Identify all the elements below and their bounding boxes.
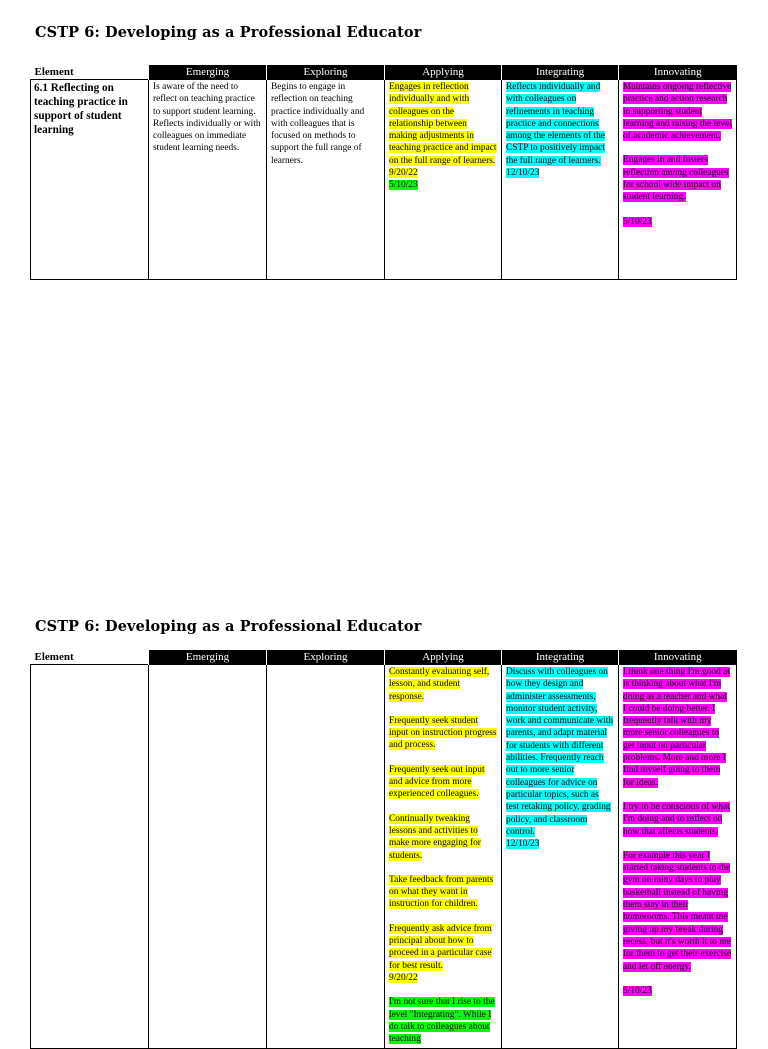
innovating-note-3: For example this year I started taking students to the gym on rainy days to play basketball instead of having them stay in their homerooms. This meant me giving up my break during recess, but it's worth it to me for them to get their exercise and let off energy.	[623, 850, 732, 972]
innovating-date: 5/10/23	[623, 216, 652, 227]
innovating-date: 5/10/23	[623, 985, 652, 996]
applying-date-1: 9/20/22	[389, 168, 418, 179]
header-emerging: Emerging	[149, 650, 267, 665]
integrating-text: Reflects individually and with colleagues on refinements in teaching practice and connections among the elements of the CSTP to positively impact the full range of learners.	[506, 82, 605, 166]
header-exploring: Exploring	[267, 65, 385, 80]
innovating-note-1: I think one thing I'm good at is thinking about what I'm doing as a teacher and what I could be doing better. I frequently talk with my more senior colleagues to get input on particular problems. More and more I find myself going to them for ideas.	[623, 667, 730, 788]
applying-cell	[385, 80, 502, 280]
integrating-text: Discuss with colleagues on how they design and administer assessments, monitor student activity, work and communicate with parents, and adapt material for students with different abilities. Frequently reach out to more senior colleagues for advice on particular topics, such as test retaking policy, grading policy, and classroom control.	[506, 667, 614, 837]
header-row	[31, 650, 737, 665]
innovating-text-2: Engages in and fosters reflection among colleagues for school wide impact on student learning.	[623, 155, 729, 203]
element-cell: 6.1 Reflecting on teaching practice in support of student learning	[31, 80, 149, 280]
emerging-cell: Is aware of the need to reflect on teaching practice to support student learning. Reflects individually or with colleagues on immediate student learning needs.	[149, 80, 267, 280]
table-row	[31, 80, 737, 280]
header-innovating: Innovating	[619, 650, 737, 665]
innovating-cell	[619, 665, 737, 1049]
header-emerging: Emerging	[149, 65, 267, 80]
page-separator	[0, 560, 768, 590]
header-row	[31, 65, 737, 80]
applying-note-3: Frequently seek out input and advice from more experienced colleagues.	[389, 764, 485, 800]
applying-date-2: 5/10/23	[389, 180, 418, 191]
header-element: Element	[31, 65, 149, 80]
header-exploring: Exploring	[267, 650, 385, 665]
emerging-cell	[149, 665, 267, 1049]
applying-note-4: Continually tweaking lessons and activities to make more engaging for students.	[389, 813, 481, 861]
applying-note-5: Take feedback from parents on what they want in instruction for children.	[389, 874, 494, 910]
integrating-date: 12/10/23	[506, 168, 540, 179]
page-2	[0, 590, 768, 1045]
header-element: Element	[31, 650, 149, 665]
header-applying: Applying	[385, 650, 502, 665]
rubric-table	[30, 650, 737, 1049]
integrating-date: 12/10/23	[506, 839, 540, 850]
header-applying: Applying	[385, 65, 502, 80]
applying-text: Engages in reflection individually and with colleagues on the relationship between making adjustments in teaching practice and impact on the full range of learners.	[389, 82, 497, 166]
applying-note-2: Frequently seek student input on instruction progress and process.	[389, 715, 497, 751]
exploring-cell: Begins to engage in reflection on teaching practice individually and with colleagues that is focused on methods to support the full range of learners.	[267, 80, 385, 280]
integrating-cell	[502, 80, 619, 280]
element-cell	[31, 665, 149, 1049]
exploring-cell	[267, 665, 385, 1049]
rubric-table	[30, 65, 737, 280]
page-title: CSTP 6: Developing as a Professional Educator	[35, 618, 422, 635]
applying-cell	[385, 665, 502, 1049]
integrating-cell	[502, 665, 619, 1049]
applying-note-6: Frequently ask advice from principal about how to proceed in a particular case for best result.	[389, 923, 492, 971]
innovating-text-1: Maintains ongoing reflective practice and action research in supporting student learning and raising the level of academic achievement.	[623, 82, 732, 142]
innovating-note-2: I try to be conscious of what I'm doing and to reflect on how that affects students.	[623, 801, 730, 837]
table-row	[31, 665, 737, 1049]
header-integrating: Integrating	[502, 650, 619, 665]
applying-note-1: Constantly evaluating self, lesson, and student response.	[389, 667, 490, 702]
header-innovating: Innovating	[619, 65, 737, 80]
page-title: CSTP 6: Developing as a Professional Educator	[35, 24, 422, 41]
header-integrating: Integrating	[502, 65, 619, 80]
innovating-cell	[619, 80, 737, 280]
applying-green-note: I'm not sure that I rise to the level "Integrating". While I do talk to colleagues about teaching	[389, 997, 495, 1045]
applying-date: 9/20/22	[389, 972, 418, 983]
